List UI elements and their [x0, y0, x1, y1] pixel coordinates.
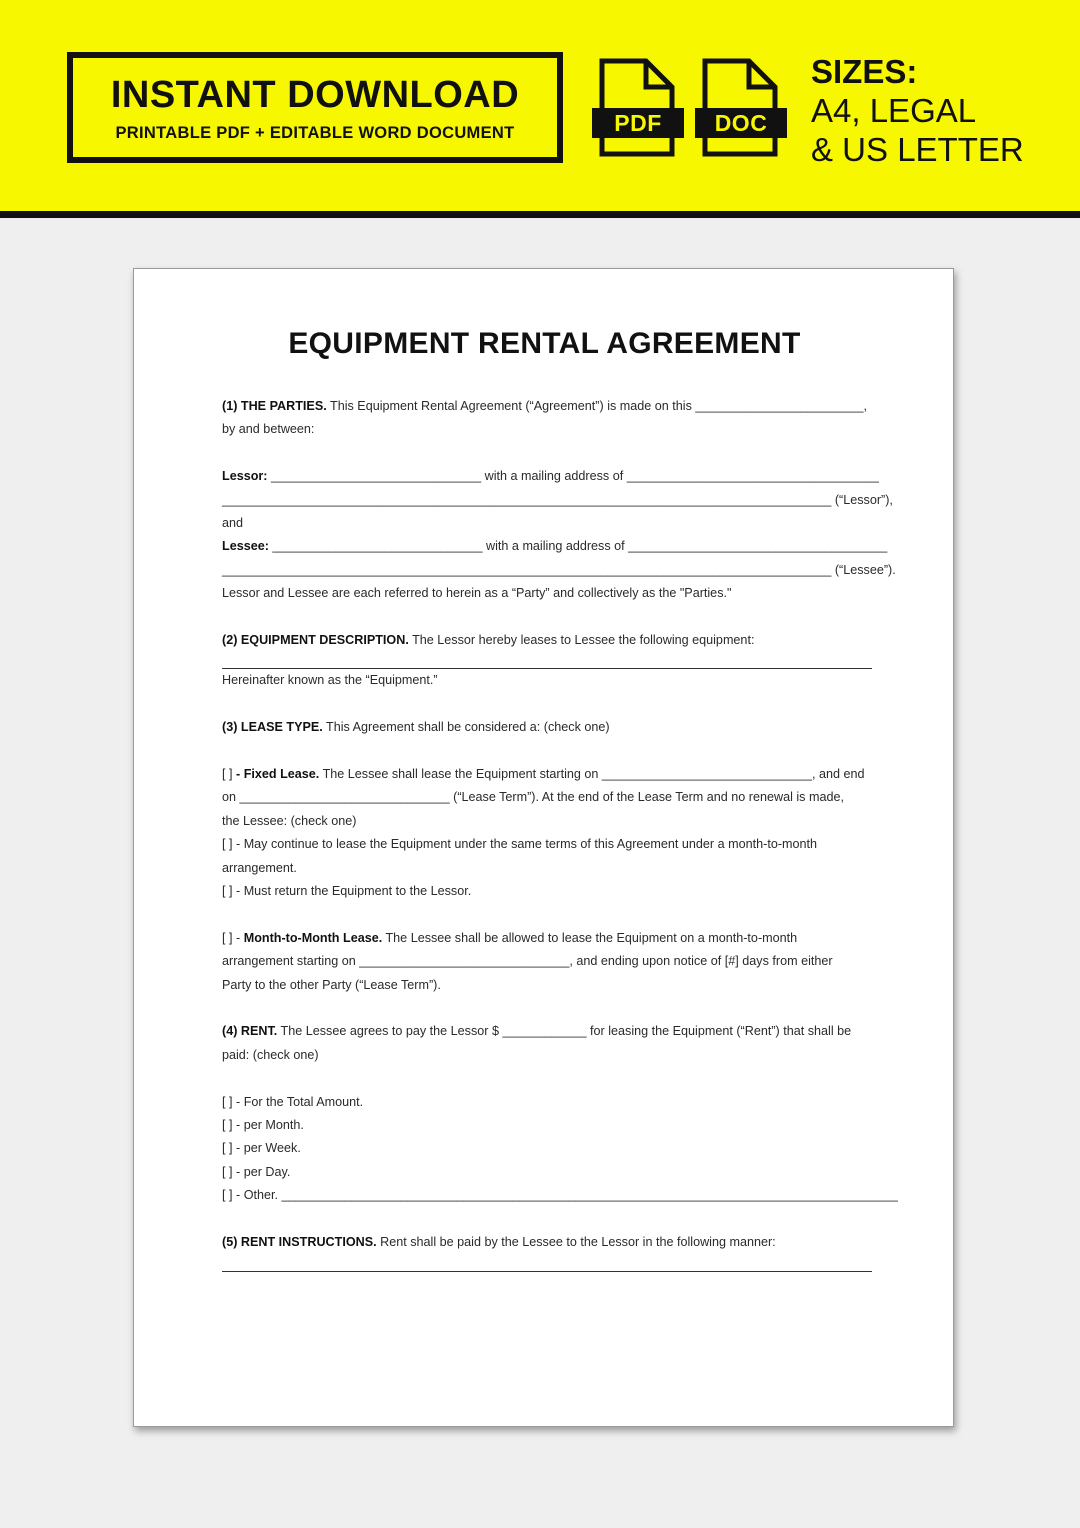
banner-title: INSTANT DOWNLOAD — [110, 74, 520, 116]
fixed-lease-line: [ ] - Fixed Lease. The Lessee shall lease the Equipment starting on ______________________________, and end — [222, 767, 865, 782]
equipment-description-line: (2) EQUIPMENT DESCRIPTION. The Lessor hereby leases to Lessee the following equipment: — [222, 633, 755, 648]
rent-instructions-line: (5) RENT INSTRUCTIONS. Rent shall be paid by the Lessee to the Lessor in the following manner: — [222, 1235, 776, 1250]
checkbox-mtm-lease: [ ] - — [222, 930, 244, 945]
parties-line: (1) THE PARTIES. This Equipment Rental Agreement (“Agreement”) is made on this ________________________, — [222, 399, 867, 413]
rent-option-week: [ ] - per Week. — [222, 1141, 301, 1156]
and-text: and — [222, 516, 244, 531]
parties-line-2: by and between: — [222, 422, 315, 437]
lease-type-line: (3) LEASE TYPE. This Agreement shall be considered a: (check one) — [222, 720, 610, 735]
sizes-line-1: A4, LEGAL — [811, 92, 977, 129]
section-heading: (2) EQUIPMENT DESCRIPTION. — [222, 633, 409, 648]
mtm-lease-line-2: arrangement starting on ______________________________, and ending upon notice of [#] days from either — [222, 954, 833, 969]
doc-label: DOC — [714, 110, 768, 136]
rent-instructions-fill-line — [222, 1255, 872, 1272]
lessee-line: Lessee: ______________________________ with a mailing address of _____________________________________ — [222, 539, 888, 554]
section-heading: (5) RENT INSTRUCTIONS. — [222, 1235, 377, 1250]
pdf-file-icon — [592, 58, 684, 158]
rent-option-total: [ ] - For the Total Amount. — [222, 1094, 364, 1109]
doc-file-icon — [695, 58, 787, 158]
sizes-heading: SIZES: — [811, 53, 918, 90]
banner-subtitle: PRINTABLE PDF + EDITABLE WORD DOCUMENT — [115, 124, 515, 142]
pdf-label: PDF — [614, 110, 662, 136]
section-heading: (4) RENT. — [222, 1024, 278, 1039]
option-month-to-month: [ ] - May continue to lease the Equipment under the same terms of this Agreement under a month-to-month — [222, 837, 818, 852]
lessee-line-2: _______________________________________________________________________________________ (“Lessee”). — [222, 562, 896, 577]
lessor-line-2: _______________________________________________________________________________________ (“Lessor”), — [222, 492, 893, 507]
fixed-lease-line-3: the Lessee: (check one) — [222, 813, 357, 828]
option-month-to-month-2: arrangement. — [222, 860, 297, 875]
equipment-fill-line — [222, 652, 872, 669]
document-title: EQUIPMENT RENTAL AGREEMENT — [288, 327, 801, 360]
option-return: [ ] - Must return the Equipment to the Lessor. — [222, 884, 472, 899]
instant-download-box — [67, 52, 563, 163]
parties-note: Lessor and Lessee are each referred to herein as a “Party” and collectively as the "Parties." — [222, 586, 732, 601]
mtm-lease-line-3: Party to the other Party (“Lease Term”). — [222, 977, 441, 992]
rent-option-month: [ ] - per Month. — [222, 1118, 304, 1133]
section-heading: (3) LEASE TYPE. — [222, 720, 323, 735]
document-body — [222, 395, 898, 1272]
fixed-lease-line-2: on ______________________________ (“Lease Term”). At the end of the Lease Term and no renewal is made, — [222, 790, 844, 805]
sizes-line-2: & US LETTER — [811, 131, 1024, 168]
mtm-lease-line: [ ] - Month-to-Month Lease. The Lessee shall be allowed to lease the Equipment on a month-to-month — [222, 930, 798, 945]
lessor-line: Lessor: ______________________________ with a mailing address of ____________________________________ — [222, 469, 879, 484]
rent-option-day: [ ] - per Day. — [222, 1164, 291, 1179]
rent-line-2: paid: (check one) — [222, 1047, 319, 1062]
rent-line: (4) RENT. The Lessee agrees to pay the Lessor $ ____________ for leasing the Equipment (“Rent”) that shall be — [222, 1024, 852, 1039]
section-heading: (1) THE PARTIES. — [222, 399, 327, 413]
equipment-after: Hereinafter known as the “Equipment.” — [222, 673, 438, 688]
rent-option-other: [ ] - Other. ________________________________________________________________________________________ — [222, 1188, 898, 1203]
document-page — [133, 268, 954, 1427]
checkbox-fixed-lease: [ ] — [222, 767, 236, 782]
banner-divider — [0, 211, 1080, 218]
promo-banner — [0, 0, 1080, 211]
sizes-info — [811, 52, 1071, 169]
